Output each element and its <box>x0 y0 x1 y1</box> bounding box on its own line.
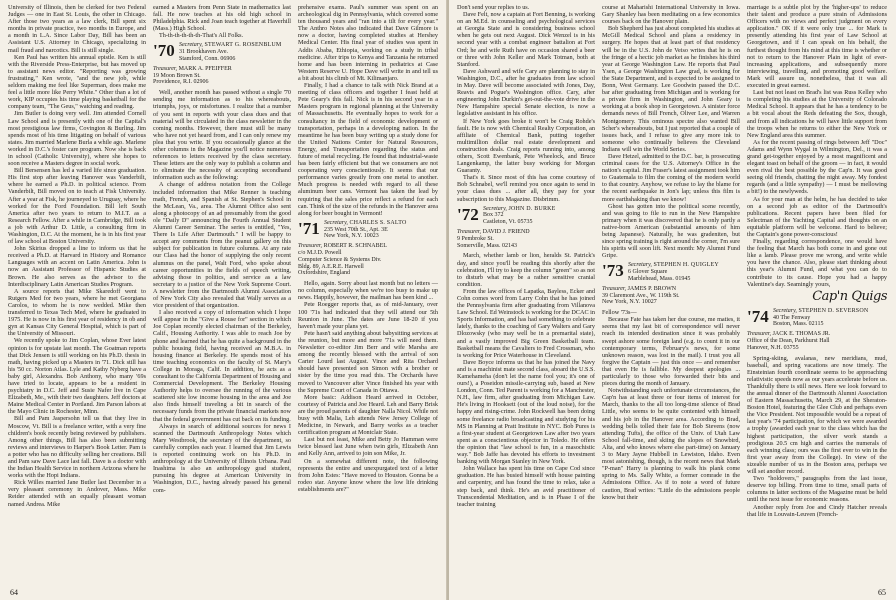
treasurer-city: Providence, R.I. 02906 <box>153 79 209 86</box>
paragraph: Don't send your replies to us. <box>457 4 530 11</box>
secretary-city: New York, N.Y. 10023 <box>324 233 379 240</box>
column-4 <box>457 4 595 580</box>
paragraph: A change of address notation from the College included information that Mike Renner is teaching math, French, and Spanish at St. Stephen's School in the McLean, Va., area. The Alumni Office also sent along a photocopy of an ad presumably from the good ole "Daily D" announcing the Fourth Annual Student Alumni Career Seminar. The series is entitled, "Yes, There Is Life After Dartmouth." I will be happy to accept any comments from the peanut gallery on this subject for publication in future columns. At any rate our Class had the honor of supplying the only recent alumnus on the panel, Walt Ford, who spoke about career opportunities in the fields of speech writing, advising those in politics, and service as a law secretary to a justice of the New York Supreme Court. A newsletter from the Dartmouth Alumni Association of New York City also revealed that Wally serves as a vice president of that organization. <box>153 181 291 310</box>
paragraph: Th-th-th-th-th-th-That's All Folks. <box>159 32 244 40</box>
treasurer-address: 19 Moon Brown St. <box>153 72 201 79</box>
treasurer-name: JAMES P. BROWN <box>627 285 677 292</box>
secretary-address: 40 The Fenway <box>773 314 811 321</box>
treasurer-block <box>298 243 438 277</box>
paragraph: Dave Hetzel, admitted to the D.C. bar, is prosecuting criminal cases for the U.S. Attorney's Office in the nation's capital. Jim Fraser's latest assignment took him to Guatemala to film the coming of the modern world to that country. Anyhow, we refuse to lay the blame for the recent earthquake in Jon's lap; unless this film is more earthshaking than we know! <box>602 152 740 203</box>
column-5 <box>602 4 740 580</box>
secretary-role: Secretary, <box>628 262 652 269</box>
paragraph: Pete Roegger reports that, as of mid-January, over 100 '71s had indicated that they will attend our 5th Reunion in June. The dates are June 18-20 if you haven't made your plans yet. <box>298 301 438 330</box>
paragraph: Ken Paul has written his annual epistle. Ken is still with the Riverside Press-Enterprise, but has moved up to assistant news editor. "Reporting was growing frustrating," Ken wrote, "and the new job, while seldom making me feel like Superman, does make me feel a little more like Perry White." Other than a lot of work, KIP occupies his time playing basketball for the company team, "The Geus," watching and reading. <box>8 53 146 111</box>
secretary-role: Secretary, <box>324 219 348 226</box>
treasurer-city: Hanover, N.H. 03755 <box>747 344 799 351</box>
column-3 <box>298 4 438 580</box>
paragraph: Hello, again. Sorry about last month but no letters — no column, especially when we're too busy to make up news. Happily, however, the mailman has been kind ... <box>298 280 438 302</box>
treasurer-role: Treasurer, <box>153 65 178 72</box>
paragraph: Last but not least on Brad's list was Russ Kelley who is completing his studies at the University of Colorado Medical School. It appears that he has a tendency to be a bit vocal about the Reds defeating the Sox, though, and from all indications he will have little support from the troops when he returns to either the New York or New England area this summer. <box>747 89 887 139</box>
treasurer-role: Treasurer, <box>457 229 482 236</box>
paragraph: From the law offices of Lapatka, Bayless, Ecker and Cohn comes word from Larry Cohn that he has joined the Pennsylvania firm after graduating from Villanova Law School. Ed Weinstock is working for the DCAC in Sports Information, and has had something to celebrate lately, thanks to the coaching of Gary Walters and Gary Dlozowsky (who may well be in a premarital state), and a vastly improved Big Green Basketball team. Basketball means the Cavaliers to Fred Crossman, who is working for Price Waterhouse in Cleveland. <box>457 287 595 359</box>
treasurer-address: Office of the Dean, Parkhurst Hall <box>747 337 830 344</box>
paragraph: Dave Felt, now a captain at Fort Benning, is working on an M.Ed. in counseling and psychological services at Georgia State and is considering business school when he gets out next August. Dick Wenzel is in his second year with a combat engineer battalion at Fort Ord; he and wife Ruth have on occasion shared a beer or three with John Keller and Mark Totman, both at Stanford. <box>457 11 595 68</box>
paragraph: John Skirius dropped a line to inform us that he received a Ph.D. at Harvard in History and Romance Languages with an accent on Latin America. John is now an Assistant Professor of Hispanic Studies at Brown. He also serves as the advisor to the Interdisciplinary Latin American Studies Program. <box>8 245 146 288</box>
paragraph: earned a Masters from Penn State in mathematics last fall. He now teaches at his old high school in Philadelphia. Rick and Joan teach together at Haverhill (Mass.) High School. <box>153 4 291 33</box>
class-heading-73 <box>602 262 740 282</box>
treasurer-role: Treasurer, <box>602 285 627 292</box>
treasurer-role: Treasurer, <box>747 331 772 338</box>
column-2 <box>153 4 291 580</box>
secretary-city: Castleton, Vt. 05735 <box>483 219 533 226</box>
paragraph: If New York goes broke it won't be Craig Rohde's fault. He is now with Chemical Realty Corporation, an affiliate of Chemical Bank, putting together multimillion dollar real estate development and construction deals. Craig reports running into, among others, Scott Ewenbank, Pete Wheelock, and Bruce Langenkamp, the latter busy working for Morgan Guaranty. <box>457 117 595 175</box>
secretary-name: STEPHEN H. QUIGLEY <box>653 262 719 269</box>
secretary-block <box>483 206 556 226</box>
class-heading-72 <box>457 206 595 226</box>
paragraph: University of Illinois, then be clerked for two Federal Judges — one in East St. Louis, the other in Chicago. After those two years as a law clerk, Bill spent six months in private practice, two months in Europe, and a month in L.A. Since Labor Day, Bill has been an Assistant U.S. Attorney in Chicago, specializing in mail fraud and narcotics. Bill is still single. <box>8 4 146 54</box>
paragraph: Bill Bersensen has led a varied life since graduation. His first stop after leaving Hanover was Vanderbilt, where he earned a Ph.D. in political science. From Vanderbilt, Bill moved on to teach at Fisk University. After a year at Fisk, he journeyed to Uruguay, where he worked for the Ford Foundation. Bill left South America after two years to return to M.I.T. as a Research Fellow. After a while in Cambridge, Bill took a job with Arthur D. Little, a consulting firm in Washington, D.C. At the moment, he is in his first year of law school at Boston University. <box>8 167 146 246</box>
paragraph: Finally, regarding correspondence, one would have the feeling that March has both come in and gone out like a lamb. Please prove me wrong, and write while you have the chance. Also, please start thinking about this year's Alumni Fund, and what you can do to contribute to its cause. Hope you had a happy Valentine's day. Seamingly yours, <box>747 238 887 288</box>
paragraph: I also received a copy of information which I hope will appear in the "Give a Rouse for" section in which Joe Coplan recently elected chairman of the Berkeley, Calif., Housing Authority. I was able to reach Joe by phone and learned that he has quite a background in the public housing field, having received an M.B.A. in housing finance at Berkeley. He spends most of his time teaching economics on the faculty of St. Mary's College in Moraga, Calif. In addition, he acts as a consultant to the California Department of Housing and Commercial Development. The Berkeley Housing Authority helps to oversee the running of the various scattered site low income housing in the area and Joe also finds himself traveling a bit in search of the necessary funds from the private financial markets now that the federal government has cut back on its funding. <box>153 309 291 423</box>
secretary-city: Stamford, Conn. 06906 <box>179 56 236 63</box>
handwritten-signature: Cap'n Quigs <box>812 288 887 304</box>
paragraph: Bill and Pam Jaspersohn tell us that they live in Moscow, Vt. Bill is a freelance writer, with a very fine children's book recently being reviewed by publishers. Among other things, Bill has also been submitting reviews and interviews to Harper's Book Letter. Pam is a potter who has no difficulty selling her creations. Bill and Pam saw Dave Lace last fall. Dave is a doctor with the Indian Health Service in northern Arizona where he works with the Hopi Indians. <box>8 415 146 480</box>
paragraph: Last but not least, Mike and Betty Jo Hamman were twice blessed last June when twin girls, Elizabeth Ann and Kelly Ann, arrived to join son Mike, Jr. <box>298 436 438 458</box>
paragraph: Rick Willes married Jane Butler last December in a very pleasant ceremony in Andover, Mass. Mike Reider attended with an equally pleasant woman named Andrea. Mike <box>8 479 146 508</box>
treasurer-block <box>153 66 291 86</box>
treasurer-name: JACK E. THOMAS JR. <box>772 331 831 338</box>
paragraph: As for your man at the helm, he has decided to take on a second job as editor of the Dartmouth's publications. Recent papers have been filed for Selectman of the Yachting Capital and thoughts on an equitable platform will be welcome. Hard to believe; the Captain's gone power-conscious! <box>747 195 887 238</box>
paragraph: March, whether lamb or lion, heralds St. Patrick's day, and since you'll be reading this shortly after the celebration, I'll try to keep the column "green" so as not to disturb what may be a rather sensitive cranial condition. <box>457 252 595 288</box>
paragraph: marriage is a subtle plot by the 'higher-ups' to reduce their talent and produce a pure strain of Admissions Officers with no views and perfect judgment on every application." OK if it were only true ... for Mark is presently attending his first year of Law School at Georgetown, and if I can speak on his behalf, the furthest thought from his mind at this time is whether or not to return to the Hanover Plain in light of ever-increasing applications, and subsequently more interviewing, travelling, and promoting good welfare. Mark will assure us, nonetheless, that it was all executed in great earnest. <box>747 4 887 90</box>
treasurer-block <box>747 331 887 351</box>
treasurer-name: DAVID J. FRIEND <box>482 229 530 236</box>
page-number-left: 64 <box>10 588 18 597</box>
paragraph: Bob Shepherd has just about completed his studies at McGill Medical School and plans a residency in surgery. He hopes that at least part of that residency will be in the U.S. John de Veiso writes that he is on the fringe of a hectic job market as he finishes his third year at George Washington Law. He reports that Paul Ysen, a George Washington Law grad, is working for the State Department, and is expected to be assigned to Bonn, West Germany. Lee Goodwin passed the D.C. bar after graduating from Michigan and is working for a private firm in Washington, and John Geary is working at a book shop in Georgetown. A sinister force demands news of Bill French, Oliver Lee, and Warren Montgomery. This ominous spectre also wanted Bill Scher's whereabouts, but I just reported that a couple of issues back, and I refuse to give any more ink to someone who continually believes the Cleveland Indians will win the World Series. <box>602 25 740 153</box>
secretary-name: STEPHEN D. SEVERSON <box>798 307 869 314</box>
paragraph: As for the recent passing of rings between Jeff "Doc" Adams and Wynn Wygal in Wilmington, Del., it was a grand get-together enjoyed by a most magnificent and elegant toast on behalf of the groom — in fact, it would even rival the best possible by the Cap'n. It was good seeing old friends, chatting the night away. My fondest regards (and a little sympathy) — I must be mellowing a bit!) to the newlyweds. <box>747 138 887 196</box>
secretary-address: 31 Brookhaven Ave. <box>179 49 229 56</box>
secretary-block <box>628 262 719 282</box>
paragraph: Pete hasn't said anything about babysitting services at the reunion, but more and more '71s will need them. Newsletter co-editor Jim Berr and wife Marsha are among the recently blessed with the arrival of son Carter Lourd last August. Vince and Rita Orchard should have presented son Simon with a brother or sister by the time you read this. The Orchards have moved to Vancouver after Vince finished his year with the Supreme Court of Canada in Ottawa. <box>298 329 438 394</box>
secretary-city: Boston, Mass. 02115 <box>773 321 824 328</box>
paragraph: Because Fate has taken her due course, me maties, it seems that my last bit of correspondence will never reach its intended destination since it was probably swept ashore some foreign land (e.g. to count it in our contemporary terms, February's news, for some unknown reason, was lost in the mail). I trust you all forgive the Captain — just this once — and remember that even He is fallible. My deepest apologies ... particularly to those who forwarded their bits and pieces during the month of January. <box>602 316 740 388</box>
paragraph: Always in search of additional sources for news I scanned the Dartmouth Anthropology Notes which Mary Westbrook, the secretary of the department, so carefully compiles each year. I learned that Jim Lewis is reported continuing work on his Ph.D. in anthropology at the University of Illinois Urbana. Paul Inashima is also an anthropology grad student, pursuing his degree at American University in Washington, D.C., having already passed his general com- <box>153 422 291 494</box>
treasurer-address: 9 Pembroke St. <box>457 235 494 242</box>
paragraph: Ghost has gotten into the political scene recently, and was going to file to run in the New Hampshire primary when it was discovered that he is only partly a native-born American (substantial amounts of him being Japanese). Naturally, he was gradeniten, but since spring training is right around the corner, I'm sure his spirits will soon lift. Next month: My Alumni Fund Gripe. <box>602 202 740 260</box>
paragraph: Finally, I had a chance to talk with Nick Brand at a meeting of class officers and together I feast held at Pete Geary's this fall. Nick is in his second year in a Masters program in regional planning at the University of Massachusetts. He eventually hopes to work for a consultancy in the field of economic development or transportation, perhaps in a developing nation. In the meantime he has been busy writing up a study done for the United Nations Center for Natural Resources, Energy, and Transportation regarding the status and future of metal recycling. He found that industrial-waste has been fairly efficient but that we consumers are not cooperating very conscientiously. It seems that our performance varies greatly from one metal to another. Much progress is needed with regard to all these aluminum beer cans. Vermont has taken the lead by requiring that the sales price reflect a refund for each can. Think of the size of the refunds in the Hanover area along for beer bought in Vermont! <box>298 82 438 217</box>
left-page <box>0 0 447 600</box>
treasurer-address: 39 Claremont Ave., W. 119th St. <box>602 292 680 299</box>
paragraph: We recently spoke to Jim Coplan, whose Ever latest opinion is for upstate last month. The Goatman reports that Dick Jensen is still working on his Ph.D. thesis in math, having picked up a Masters in '71. Dick still has his '50 cc. Norton Atlas. Lyle and Kathy Nyberg have a baby girl, Alexandra. Bob Anthony, who many '69s have tried to locate, appears to be a resident in psychiatry in D.C. Jeff and Susie Nafer live in Cape Elizabeth, Me., with their two daughters. Jeff doctors at Maine Medical Center in Portland. Jim Parson labors at the Mayo Clinic in Rochester, Minn. <box>8 337 146 416</box>
treasurer-block <box>602 286 740 306</box>
class-heading-70 <box>153 42 291 62</box>
treasurer-name: MARK A. PFEIFFER <box>178 65 232 72</box>
treasurer-city: New York, N.Y. 10027 <box>602 299 657 306</box>
paragraph: Spring-skiing, avalanas, new meridians, mud, baseball, and spring vacations are now timely. The Einsteinian fourth coordinate seems to be approaching relativistic speeds now as our years accelerate before us. Thankfully there is still news. Here we look forward to the annual dinner of the Dartmouth Alumni Association of Eastern Massachusetts, March 29, at the Sheraton-Boston Hotel, featuring the Glee Club and perhaps even the Vice President. Not impossible would be a repeat of last year's '74 participation, for which we were awarded a trophy (awarded each year to the class which has the highest participation, the silver work stands a prodigious 20.5 cm high and carries the numerals of each winning class; ours was the first ever to win in the first year away from the College). In view of the sizeable number of us in the Boston area, perhaps we will set another record. <box>747 354 887 476</box>
secretary-address: 235 West 70th St., Apt. 3E <box>324 226 388 233</box>
right-page <box>449 0 896 600</box>
paragraph: A source reports that Mike Skaredoff went to Rutgers Med for two years, where he met Georgiana Carolos, to whom he is now wedded. Mike then transferred to Texas Tech Med, where he graduated in 1975. He is now in his first year of residency in ob and gyn at Kansas City General Hospital, which is part of the University of Missouri. <box>8 287 146 338</box>
secretary-block <box>773 308 868 328</box>
secretary-name: STEWART G. ROSENBLUM <box>204 42 282 49</box>
treasurer-city: Somerville, Mass. 02143 <box>457 242 517 249</box>
paragraph: Jim Butler is doing very well. Jim attended Cornell Law School and is presently with one of the Capital's most prestigious law firms, Covington & Burling. Jim spends most of his time litigating on behalf of various states. Jim married Marlene Burla a while ago. Marlene worked in D.C.'s foster care program. Now she is back in school (Catholic University), where she hopes to soon receive a Masters degree in social work. <box>8 110 146 168</box>
secretary-name: JOHN D. BURKE <box>508 205 556 212</box>
paragraph: John Wallace has spent his time on Cape Cod since graduation. He has busied himself with house painting and carpentry, and has found the time to relax, take a step back, and think. He's an avid practitioner of Transcendental Meditation, and is in Phase I of the teacher training <box>457 465 595 508</box>
secretary-block <box>179 42 281 62</box>
paragraph: prehensive exams. Paul's summer was spent on an archeological dig in Pennsylvania, which covered some ten thousand years and "ran into a tilt for every year." The Anthro Notes also indicated that Dave Gilmore is now a doctor, having completed studies at Hershey Medical Center. His final year of studies was spent in Addis Ababa, Ethiopia, working on a study in tribal medicine. After trips to Kenya and Tanzania he returned home and has been interning in pediatrics at Case Western Reserve U. Hope Dave will write in and tell us a bit about his climb of Mt. Kilimanjaro. <box>298 4 438 82</box>
treasurer-address-2: Computer Science & Systems Div. <box>298 256 382 263</box>
page-number-right: 65 <box>878 588 886 597</box>
paragraph: More basic: Addison Heard arrived in October, courtesy of Patricia and Joe Heard. Leh and Barry Brisk are the proud parents of daughter Nalla Nicol. While not busy with Malia, Leh attends New Jersey College of Medicine, in Newark, and Barry works as a teacher certification program at Montclair State. <box>298 393 438 437</box>
paragraph: Well, another month has passed without a single '70 sending me information as to his whereabouts, triumphs, joys, or misfortunes. I realize that a number of you sent in reports with your class dues and that material will be circulated in the class newsletter in the coming months. However, there must still be many who have not yet heard from, and I can only renew my plea that you write. If you occasionally glance at the other columns in the Magazine you'll notice numerous references to letters received by the class secretary. These letters are the only way to publish a column and to eliminate the necessity of accepting secondhand information such as the following: <box>153 89 291 182</box>
secretary-address: Box 372 <box>483 212 504 219</box>
secretary-city: Marblehead, Mass. 01945 <box>628 275 691 282</box>
class-heading-74 <box>747 308 887 328</box>
class-year: '73 <box>602 261 624 281</box>
class-year: '71 <box>298 218 320 238</box>
secretary-block <box>324 220 407 240</box>
secretary-role: Secretary, <box>773 307 797 314</box>
secretary-role: Secretary, <box>483 205 507 212</box>
class-heading-71 <box>298 220 438 240</box>
paragraph: Another reply from Joe and Cindy Hatcher reveals that life in Louvain-Leuven (French- <box>747 503 887 518</box>
class-year: '70 <box>153 41 175 61</box>
treasurer-role: Treasurer, <box>298 243 323 250</box>
paragraph: That's it. Since most of this has come courtesy of Bob Schnabel, we'll remind you once again to send in your class dues ... after all, they pay for your subscription to this Magazine. Disbrimm. <box>457 174 595 203</box>
treasurer-name: ROBERT R. SCHNABEL <box>323 243 387 250</box>
treasurer-address-3: Bldg. 89, A.E.R.E. Harwell <box>298 263 364 270</box>
treasurer-address: c/o M.J.D. Powell <box>298 250 342 256</box>
paragraph: On a somewhat different note, the following represents the entire and unexpurgated text of a letter from John Estes: "Have moved to Houston. Gonna be a rodeo star. Anyone know where the low life drinking establishments are?" <box>298 457 438 493</box>
paragraph: course at Maharishi International University in Iowa. Gary Shanley has been meditating on a few economics courses back on the Hanover plain. <box>602 4 740 26</box>
paragraph: Notwithstanding such unfortunate circumstances, the Cap'n has at least three or four items of interest for March, thanks to the all too long-time silence of Brad Little, who seems to be quite contented with himself and his job in the Hanover area. According to Brad, wedding bells tolled their fate for Bob Stevens (now attending Tufts), the office of the Univ. of Utah Law School fall-time, and skiing the slopes of Snowbird, Alta, and who knows where else part-time) on January 3 to Mary Jayne Hubbell in Lewiston, Idaho. Even most astonishing, though, is the recent news that Mark "P-man" Harry is planning to walk his plank come spring to Ms. Sally White, a former comrade in the Admissions Office. As if to note a word of future caution, Brad writes: "Little do the admissions people know but their <box>602 387 740 501</box>
class-year: '72 <box>457 204 479 224</box>
secretary-name: CHARLES S. SALTO <box>349 219 407 226</box>
secretary-role: Secretary, <box>179 42 203 49</box>
column-6 <box>747 4 887 580</box>
treasurer-address-4: Oxfordshire, England <box>298 270 350 277</box>
paragraph: Fellow '73s— <box>602 309 637 317</box>
paragraph: Two "holdovers," paragraphs from the last issue, deserve top billing. From time to time, small parts of columns in latter sections of the Magazine must be held until the next issue for economic reasons. <box>747 475 887 504</box>
paragraph: Dave Boyce informs us that he has joined the Navy and is a machinist mate second class, aboard the U.S.S. Kamehameha (don't let the name fool you; it's one of ours!), a Poseidon missile-carrying sub, based at New London, Conn. Ted Parent is working for a Manchester, N.H., law firm, after graduating from Michigan Law. He's living in Hooksett (out of the loud noise), for the happy and rising-crime. John Rockwell has been doing some freelance radio broadcasting and studying for his MS in Planning at Pratt Institute in NYC. Bob Pures is a first-year student at Georgetown Law after two years spent as a conscientious objector in Toledo. He offers the opinion that "law school is fun, in a masochistic way." Bob Jaffe has devoted his efforts to investment banking with Morgan Stanley in New York. <box>457 358 595 466</box>
class-year: '74 <box>747 306 769 326</box>
secretary-address: 6 Glover Square <box>628 269 668 276</box>
column-1 <box>8 4 146 580</box>
treasurer-block <box>457 229 595 249</box>
paragraph: Dave Ashward and wife Cary are planning to stay in Washington, D.C., after he graduates from law school in May. Dave will become associated with Jones, Day, Reavis and Pogue's Washington office. Cary, after engineering John Durkin's get-out-the-vote drive in the New Hampshire special Senate election, is now a legislative assistant in his office. <box>457 67 595 118</box>
